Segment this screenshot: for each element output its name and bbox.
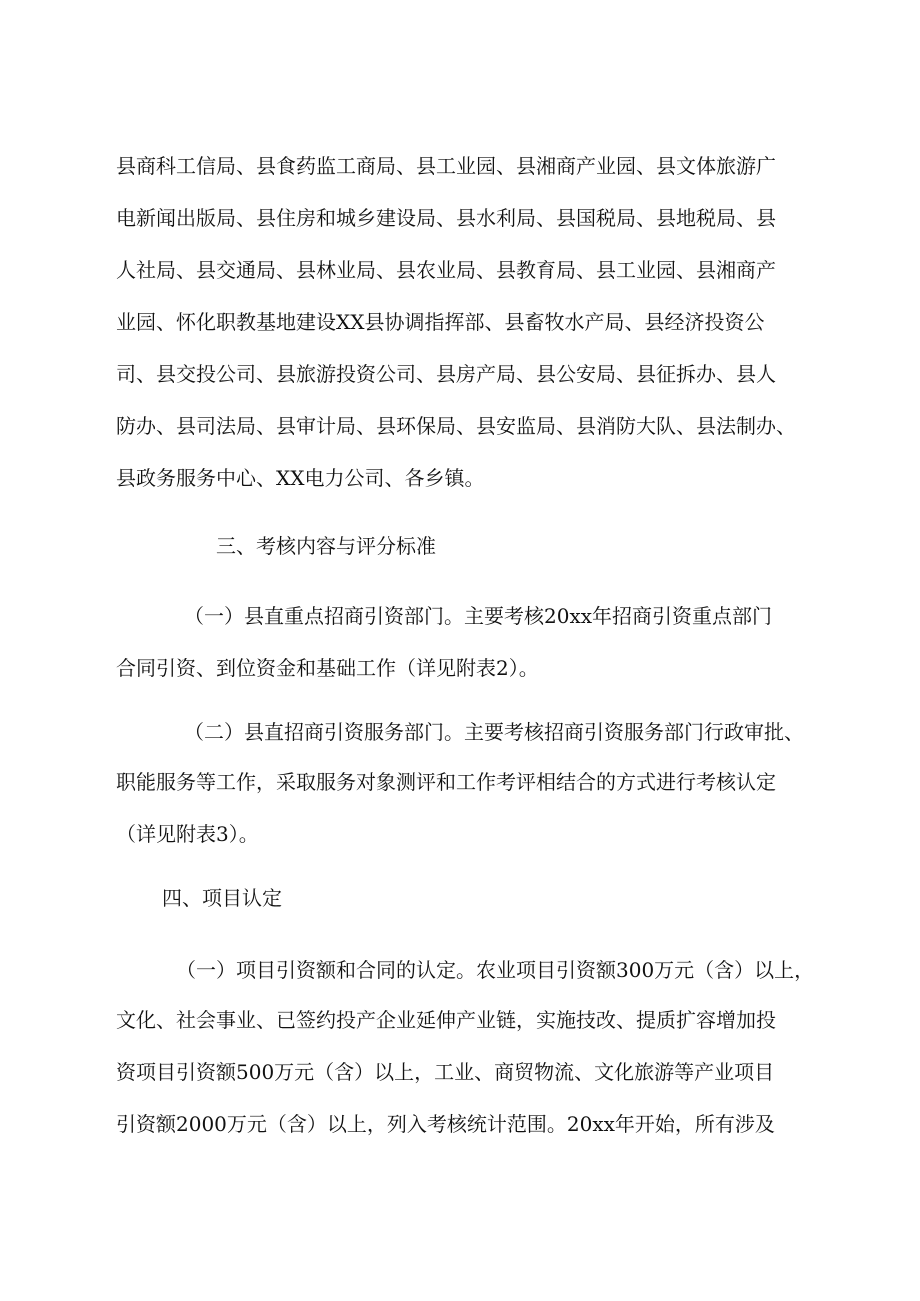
paragraph-line: 资项目引资额500万元（含）以上，工业、商贸物流、文化旅游等产业项目 xyxy=(116,1060,775,1084)
paragraph-line: （详见附表3）。 xyxy=(116,822,259,846)
section-heading: 三、考核内容与评分标准 xyxy=(216,534,436,558)
paragraph-line: （一）县直重点招商引资部门。主要考核20xx年招商引资重点部门 xyxy=(184,604,773,628)
paragraph-line: 业园、怀化职教基地建设XX县协调指挥部、县畜牧水产局、县经济投资公 xyxy=(116,310,765,334)
paragraph-line: 引资额2000万元（含）以上，列入考核统计范围。20xx年开始，所有涉及 xyxy=(116,1112,775,1136)
paragraph-line: 文化、社会事业、已签约投产企业延伸产业链，实施技改、提质扩容增加投 xyxy=(116,1008,776,1032)
paragraph-line: 县商科工信局、县食药监工商局、县工业园、县湘商产业园、县文体旅游广 xyxy=(116,154,776,178)
paragraph-line: （二）县直招商引资服务部门。主要考核招商引资服务部门行政审批、 xyxy=(184,720,804,744)
paragraph-line: 县政务服务中心、XX电力公司、各乡镇。 xyxy=(116,466,485,490)
paragraph-line: （一）项目引资额和合同的认定。农业项目引资额300万元（含）以上， xyxy=(176,958,815,982)
paragraph-line: 电新闻出版局、县住房和城乡建设局、县水利局、县国税局、县地税局、县 xyxy=(116,206,776,230)
paragraph-line: 司、县交投公司、县旅游投资公司、县房产局、县公安局、县征拆办、县人 xyxy=(116,362,776,386)
paragraph-line: 人社局、县交通局、县林业局、县农业局、县教育局、县工业园、县湘商产 xyxy=(116,258,776,282)
paragraph-line: 合同引资、到位资金和基础工作（详见附表2）。 xyxy=(116,656,539,680)
paragraph-line: 防办、县司法局、县审计局、县环保局、县安监局、县消防大队、县法制办、 xyxy=(116,414,796,438)
section-heading: 四、项目认定 xyxy=(162,886,282,910)
paragraph-line: 职能服务等工作，采取服务对象测评和工作考评相结合的方式进行考核认定 xyxy=(116,770,776,794)
